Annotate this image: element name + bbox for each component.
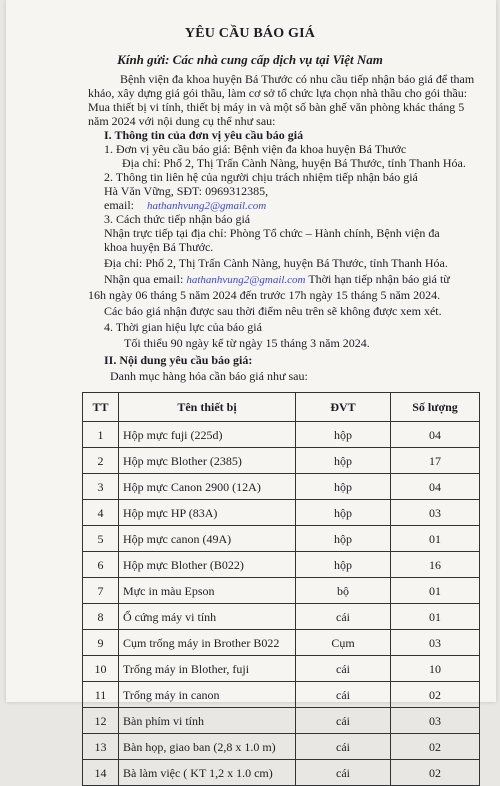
item-unit: cái [296,604,391,630]
item-unit: cái [296,656,391,682]
table-row [83,656,480,682]
item-1-1: 1. Đơn vị yêu cầu báo giá: Bệnh viện đa khoa huyện Bá Thước [104,142,407,156]
row-number: 11 [83,682,119,708]
row-number: 2 [83,448,119,474]
item-unit: hộp [296,422,391,448]
table-row [83,734,480,760]
table-row [83,448,480,474]
intro-line-3: Mua thiết bị vi tính, thiết bị máy in và một số bàn ghế văn phòng khác tháng 5 [88,100,465,114]
table-row [83,604,480,630]
items-table [82,392,480,786]
intro-line-4: năm 2024 với nội dung cụ thể như sau: [88,114,276,128]
late-quotes-note: Các báo giá nhận được sau thời điểm nêu trên sẽ không được xem xét. [104,304,442,318]
header-tt: TT [83,393,119,422]
row-number: 13 [83,734,119,760]
item-name: Hộp mực Blother (2385) [119,448,296,474]
contact-email-line [104,198,266,213]
item-quantity: 03 [391,500,480,526]
row-number: 14 [83,760,119,786]
item-name: Ổ cứng máy vi tính [119,604,296,630]
deadline-text: 16h ngày 06 tháng 5 năm 2024 đến trước 17h ngày 15 tháng 5 năm 2024. [88,288,441,302]
row-number: 12 [83,708,119,734]
list-intro: Danh mục hàng hóa cần báo giá như sau: [110,369,308,383]
deadline-label: Thời hạn tiếp nhận báo giá từ [308,272,450,286]
email-label: email: [104,198,134,212]
item-name: Bàn phím vi tính [119,708,296,734]
contact-email-link[interactable]: hathanhvung2@gmail.com [147,200,267,212]
item-quantity: 03 [391,708,480,734]
item-unit: hộp [296,552,391,578]
item-name: Hộp mực Blother (B022) [119,552,296,578]
item-quantity: 17 [391,448,480,474]
item-unit: hộp [296,500,391,526]
item-name: Hộp mực HP (83A) [119,500,296,526]
item-unit: cái [296,682,391,708]
item-quantity: 02 [391,682,480,708]
row-number: 6 [83,552,119,578]
item-name: Hộp mực fuji (225d) [119,422,296,448]
item-name: Hộp mực Canon 2900 (12A) [119,474,296,500]
item-1-3-address: Địa chỉ: Phố 2, Thị Trấn Cành Nàng, huyện Bá Thước, tỉnh Thanh Hóa. [104,256,448,270]
section-2-heading: II. Nội dung yêu cầu báo giá: [104,353,253,367]
contact-name-phone: Hà Văn Vững, SĐT: 0969312385, [104,184,269,198]
item-unit: Cụm [296,630,391,656]
item-1-1-address: Địa chỉ: Phố 2, Thị Trấn Cành Nàng, huyện Bá Thước, tỉnh Thanh Hóa. [122,156,466,170]
row-number: 1 [83,422,119,448]
item-quantity: 16 [391,552,480,578]
item-quantity: 01 [391,526,480,552]
row-number: 3 [83,474,119,500]
item-unit: cái [296,734,391,760]
section-1-heading: I. Thông tin của đơn vị yêu cầu báo giá [104,128,304,142]
table-row [83,578,480,604]
item-unit: hộp [296,474,391,500]
table-row [83,422,480,448]
item-quantity: 04 [391,422,480,448]
table-row [83,760,480,786]
item-name: Cụm trống máy in Brother B022 [119,630,296,656]
table-row [83,526,480,552]
item-quantity: 04 [391,474,480,500]
table-row [83,682,480,708]
item-name: Bà làm việc ( KT 1,2 x 1.0 cm) [119,760,296,786]
header-item-name: Tên thiết bị [119,393,296,422]
greeting: Kính gửi: Các nhà cung cấp dịch vụ tại Việt Nam [117,52,383,67]
table-header-row [83,393,480,422]
item-unit: hộp [296,526,391,552]
item-name: Hộp mực canon (49A) [119,526,296,552]
row-number: 4 [83,500,119,526]
header-unit: ĐVT [296,393,391,422]
item-unit: hộp [296,448,391,474]
receive-email-link[interactable]: hathanhvung2@gmail.com [186,274,306,286]
item-unit: bộ [296,578,391,604]
item-quantity: 01 [391,604,480,630]
row-number: 8 [83,604,119,630]
item-quantity: 02 [391,760,480,786]
table-row [83,630,480,656]
table-row [83,708,480,734]
item-1-3-email-line [104,272,450,287]
item-quantity: 01 [391,578,480,604]
item-1-3: 3. Cách thức tiếp nhận báo giá [104,212,251,226]
item-1-4: 4. Thời gian hiệu lực của báo giá [104,320,262,334]
item-name: Trống máy in Blother, fuji [119,656,296,682]
row-number: 7 [83,578,119,604]
table-row [83,552,480,578]
intro-line-1: Bệnh viện đa khoa huyện Bá Thước có nhu cầu tiếp nhận báo giá để tham [120,72,475,86]
table-row [83,474,480,500]
intro-line-2: khảo, xây dựng giá gói thầu, làm cơ sở tổ chức lựa chọn nhà thầu cho gói thầu: [88,86,468,100]
item-unit: cái [296,708,391,734]
header-quantity: Số lượng [391,393,480,422]
row-number: 5 [83,526,119,552]
item-quantity: 02 [391,734,480,760]
document-title: YÊU CẦU BÁO GIÁ [184,26,316,41]
item-name: Trống máy in canon [119,682,296,708]
item-unit: cái [296,760,391,786]
item-name: Bàn họp, giao ban (2,8 x 1.0 m) [119,734,296,760]
item-quantity: 10 [391,656,480,682]
item-quantity: 03 [391,630,480,656]
row-number: 10 [83,656,119,682]
item-1-4-detail: Tối thiểu 90 ngày kể từ ngày 15 tháng 3 năm 2024. [124,336,370,350]
item-1-3-direct-cont: khoa huyện Bá Thước. [104,240,214,254]
row-number: 9 [83,630,119,656]
email-receive-label: Nhận qua email: [104,272,184,286]
item-name: Mực in màu Epson [119,578,296,604]
table-row [83,500,480,526]
item-1-2: 2. Thông tin liên hệ của người chịu trách nhiệm tiếp nhận báo giá [104,170,418,184]
item-1-3-direct: Nhận trực tiếp tại địa chỉ: Phòng Tổ chức – Hành chính, Bệnh viện đa [104,226,440,240]
